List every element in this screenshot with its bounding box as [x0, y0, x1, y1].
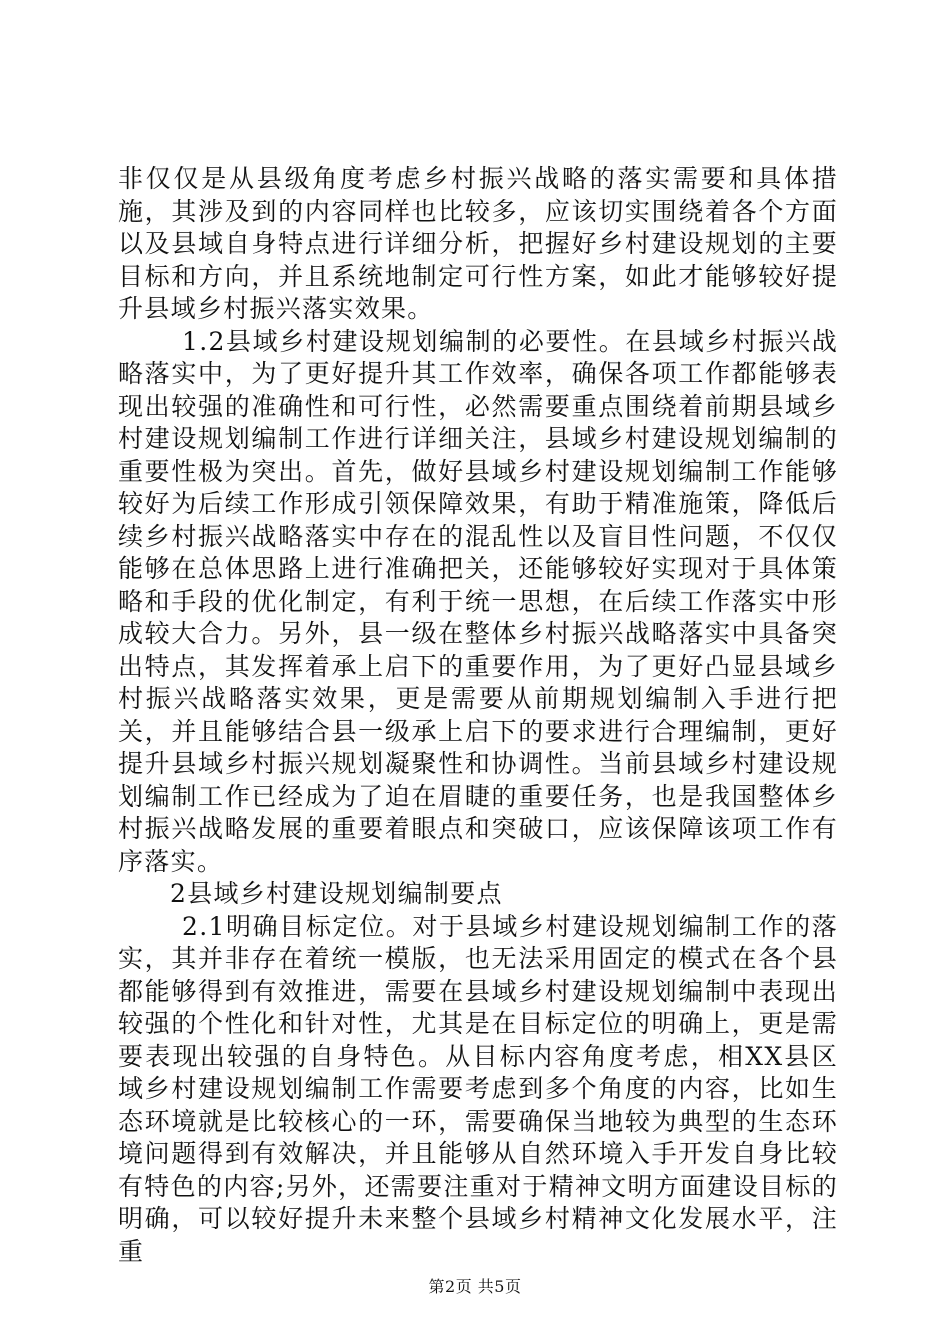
paragraph-continuation: 非仅仅是从县级角度考虑乡村振兴战略的落实需要和具体措施，其涉及到的内容同样也比较多，应该切实围绕着各个方面以及县域自身特点进行详细分析，把握好乡村建设规划的主要目标和方向，并且系统地制定可行性方案，如此才能够较好提升县域乡村振兴落实效果。: [118, 164, 838, 323]
paragraph-section-1-2: 1.2县域乡村建设规划编制的必要性。在县域乡村振兴战略落实中，为了更好提升其工作效率，确保各项工作都能够表现出较强的准确性和可行性，必然需要重点围绕着前期县域乡村建设规划编制工作进行详细关注，县域乡村建设规划编制的重要性极为突出。首先，做好县域乡村建设规划编制工作能够较好为后续工作形成引领保障效果，有助于精准施策，降低后续乡村振兴战略落实中存在的混乱性以及盲目性问题，不仅仅能够在总体思路上进行准确把关，还能够较好实现对于具体策略和手段的优化制定，有利于统一思想，在后续工作落实中形成较大合力。另外，县一级在整体乡村振兴战略落实中具备突出特点，其发挥着承上启下的重要作用，为了更好凸显县域乡村振兴战略落实效果，更是需要从前期规划编制入手进行把关，并且能够结合县一级承上启下的要求进行合理编制，更好提升县域乡村振兴规划凝聚性和协调性。当前县域乡村建设规划编制工作已经成为了迫在眉睫的重要任务，也是我国整体乡村振兴战略发展的重要着眼点和突破口，应该保障该项工作有序落实。: [118, 326, 838, 876]
page-footer: [0, 1276, 950, 1298]
page-number-label: 第2页 共5页: [428, 1277, 522, 1296]
paragraph-section-2-1: 2.1明确目标定位。对于县域乡村建设规划编制工作的落实，其并非存在着统一模版，也无法采用固定的模式在各个县都能够得到有效推进，需要在县域乡村建设规划编制中表现出较强的个性化和针对性，尤其是在目标定位的明确上，更是需要表现出较强的自身特色。从目标内容角度考虑，相XX县区域乡村建设规划编制工作需要考虑到多个角度的内容，比如生态环境就是比较核心的一环，需要确保当地较为典型的生态环境问题得到有效解决，并且能够从自然环境入手开发自身比较有特色的内容;另外，还需要注重对于精神文明方面建设目标的明确，可以较好提升未来整个县域乡村精神文化发展水平，注重: [118, 911, 838, 1266]
document-body: [118, 163, 838, 1268]
section-heading-2: 2县域乡村建设规划编制要点: [170, 879, 503, 908]
